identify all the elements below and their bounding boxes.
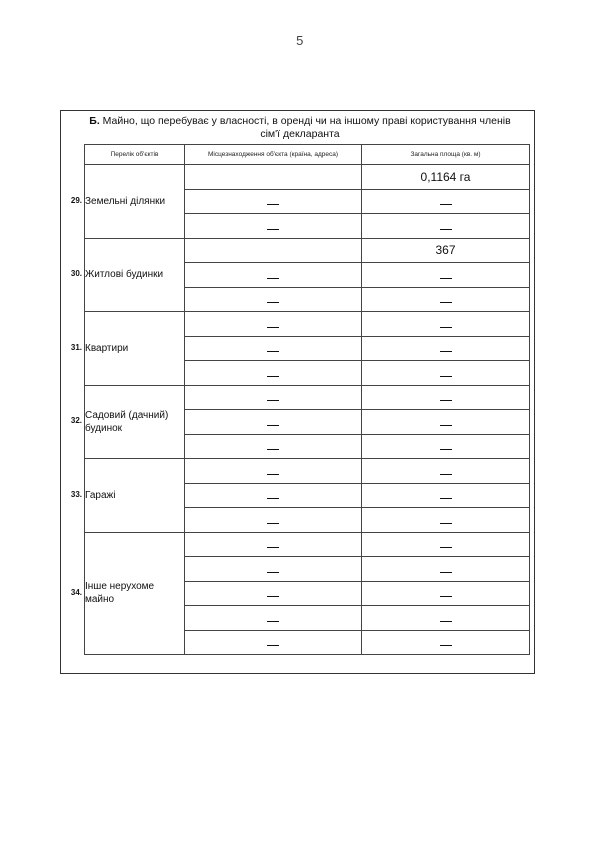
empty-dash <box>267 425 279 426</box>
area-cell <box>362 214 530 239</box>
empty-dash <box>440 572 452 573</box>
empty-dash <box>440 596 452 597</box>
empty-dash <box>440 302 452 303</box>
location-cell <box>185 606 362 631</box>
section-title <box>80 115 520 141</box>
area-cell <box>362 189 530 214</box>
location-cell <box>185 434 362 459</box>
empty-dash <box>440 523 452 524</box>
empty-dash <box>440 645 452 646</box>
empty-dash <box>267 351 279 352</box>
location-cell <box>185 263 362 288</box>
empty-dash <box>440 278 452 279</box>
empty-dash <box>440 547 452 548</box>
table-row <box>85 459 530 484</box>
location-cell <box>185 361 362 386</box>
location-cell <box>185 238 362 263</box>
property-table <box>84 144 530 655</box>
table-row <box>85 312 530 337</box>
area-cell <box>362 312 530 337</box>
area-cell <box>362 165 530 190</box>
area-cell <box>362 581 530 606</box>
table-row <box>85 385 530 410</box>
table-row <box>85 532 530 557</box>
location-cell <box>185 336 362 361</box>
row-number: 33. <box>70 489 82 499</box>
area-cell <box>362 557 530 582</box>
empty-dash <box>267 621 279 622</box>
table-row <box>85 165 530 190</box>
area-cell <box>362 508 530 533</box>
category-label: Земельні ділянки <box>85 165 185 239</box>
area-cell <box>362 434 530 459</box>
empty-dash <box>267 376 279 377</box>
empty-dash <box>440 621 452 622</box>
empty-dash <box>267 547 279 548</box>
empty-dash <box>440 204 452 205</box>
section-letter: Б. <box>89 115 100 127</box>
empty-dash <box>440 351 452 352</box>
empty-dash <box>440 425 452 426</box>
area-cell <box>362 287 530 312</box>
category-label: Квартири <box>85 312 185 386</box>
category-label: Житлові будинки <box>85 238 185 312</box>
section-title-text: Майно, що перебуває у власності, в оренді чи на іншому праві користування членів сім'ї декларанта <box>102 115 511 140</box>
empty-dash <box>267 523 279 524</box>
area-cell <box>362 385 530 410</box>
empty-dash <box>267 596 279 597</box>
area-value: 0,1164 га <box>420 169 471 184</box>
empty-dash <box>440 474 452 475</box>
empty-dash <box>267 278 279 279</box>
empty-dash <box>267 498 279 499</box>
row-number: 29. <box>70 195 82 205</box>
location-cell <box>185 508 362 533</box>
area-cell <box>362 361 530 386</box>
location-cell <box>185 312 362 337</box>
location-cell <box>185 189 362 214</box>
area-cell <box>362 336 530 361</box>
area-cell <box>362 410 530 435</box>
location-cell <box>185 630 362 655</box>
empty-dash <box>440 327 452 328</box>
table-header-row <box>85 145 530 165</box>
empty-dash <box>267 302 279 303</box>
row-number: 32. <box>70 416 82 426</box>
category-label: Інше нерухоме майно <box>85 532 185 655</box>
area-cell <box>362 630 530 655</box>
empty-dash <box>440 376 452 377</box>
table-row <box>85 238 530 263</box>
location-cell <box>185 483 362 508</box>
empty-dash <box>267 229 279 230</box>
location-cell <box>185 410 362 435</box>
category-label: Садовий (дачний) будинок <box>85 385 185 459</box>
location-cell <box>185 165 362 190</box>
category-label: Гаражі <box>85 459 185 533</box>
area-cell <box>362 606 530 631</box>
location-cell <box>185 459 362 484</box>
empty-dash <box>267 474 279 475</box>
location-cell <box>185 532 362 557</box>
empty-dash <box>267 400 279 401</box>
area-cell <box>362 532 530 557</box>
row-number: 34. <box>70 587 82 597</box>
empty-dash <box>440 449 452 450</box>
empty-dash <box>440 498 452 499</box>
empty-dash <box>440 400 452 401</box>
column-header-area: Загальна площа (кв. м) <box>362 145 530 165</box>
empty-dash <box>267 204 279 205</box>
empty-dash <box>267 327 279 328</box>
row-number: 30. <box>70 269 82 279</box>
location-cell <box>185 287 362 312</box>
area-cell <box>362 238 530 263</box>
column-header-location: Місцезнаходження об'єкта (країна, адреса) <box>185 145 362 165</box>
empty-dash <box>440 229 452 230</box>
column-header-objects: Перелік об'єктів <box>85 145 185 165</box>
location-cell <box>185 557 362 582</box>
page-number: 5 <box>296 33 304 48</box>
empty-dash <box>267 572 279 573</box>
table-body <box>85 165 530 655</box>
area-cell <box>362 459 530 484</box>
area-value: 367 <box>435 243 456 258</box>
location-cell <box>185 214 362 239</box>
area-cell <box>362 483 530 508</box>
empty-dash <box>267 449 279 450</box>
area-cell <box>362 263 530 288</box>
location-cell <box>185 385 362 410</box>
location-cell <box>185 581 362 606</box>
empty-dash <box>267 645 279 646</box>
row-number: 31. <box>70 342 82 352</box>
